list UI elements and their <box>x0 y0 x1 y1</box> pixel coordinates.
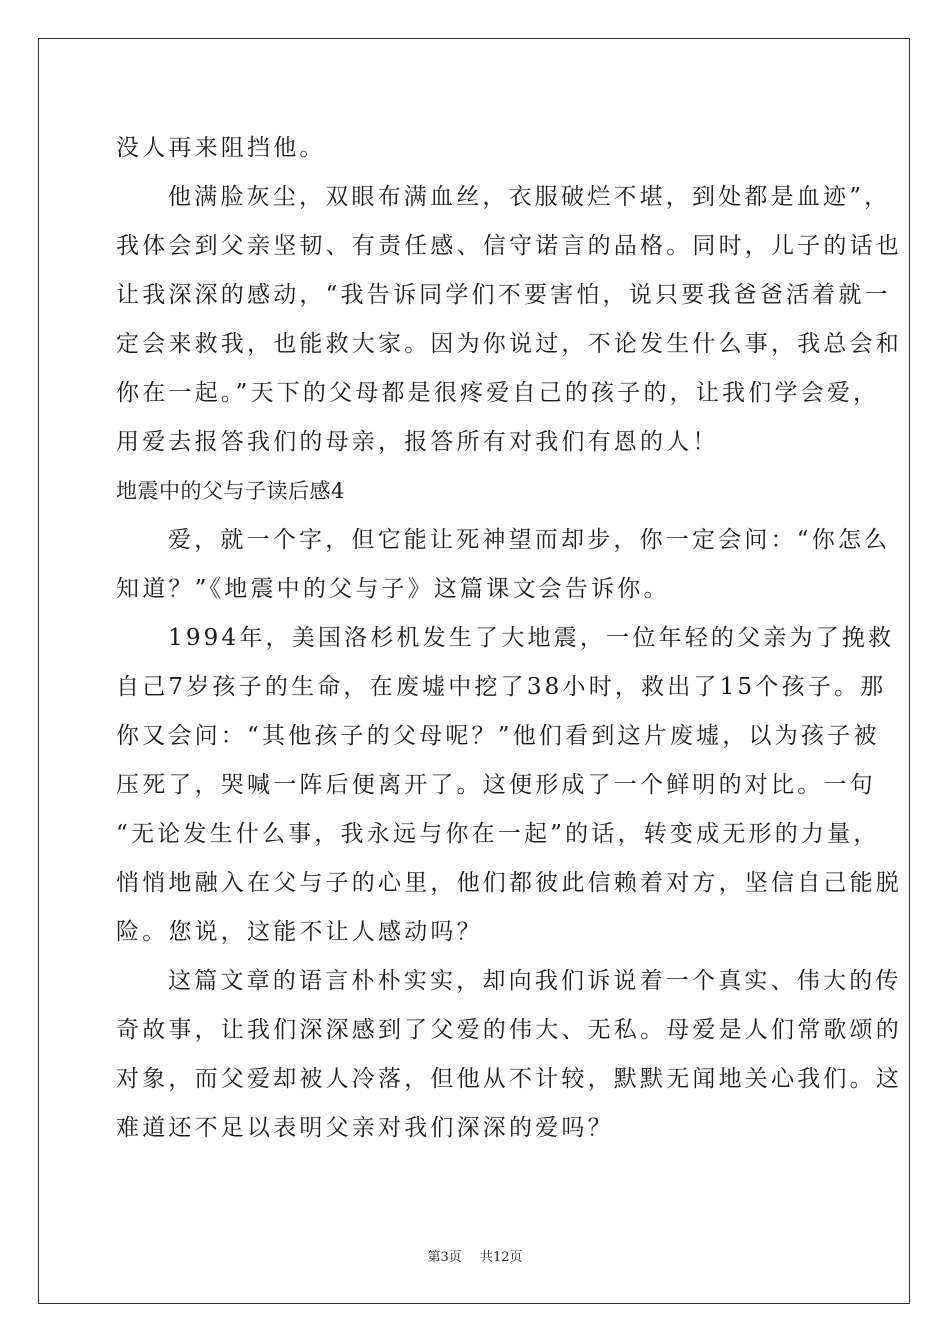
text-line: 用爱去报答我们的母亲，报答所有对我们有恩的人！ <box>116 429 719 455</box>
paragraph <box>116 516 891 614</box>
paragraph <box>116 957 902 1153</box>
text-line: 险。您说，这能不让人感动吗？ <box>116 919 483 945</box>
text-line: 自己7岁孩子的生命，在废墟中挖了38小时，救出了15个孩子。那 <box>116 674 887 700</box>
text-line: 没人再来阻挡他。 <box>116 135 326 161</box>
text-line: 知道？”《地震中的父与子》这篇课文会告诉你。 <box>116 576 670 602</box>
text-line: 定会来救我，也能救大家。因为你说过，不论发生什么事，我总会和 <box>116 331 902 357</box>
document-body <box>116 124 902 1153</box>
page-number: 第3页 <box>427 1250 462 1265</box>
page-footer <box>0 1246 950 1265</box>
text-line: 1994年，美国洛杉机发生了大地震，一位年轻的父亲为了挽救 <box>168 625 895 651</box>
text-line: 压死了，哭喊一阵后便离开了。这便形成了一个鲜明的对比。一句 <box>116 772 876 798</box>
text-line: 我体会到父亲坚韧、有责任感、信守诺言的品格。同时，儿子的话也 <box>116 233 902 259</box>
paragraph <box>116 173 902 467</box>
text-line: 他满脸灰尘，双眼布满血丝，衣服破烂不堪，到处都是血迹”， <box>168 184 891 210</box>
text-line: 悄悄地融入在父与子的心里，他们都彼此信赖着对方，坚信自己能脱 <box>116 870 902 896</box>
text-line: “无论发生什么事，我永远与你在一起”的话，转变成无形的力量， <box>116 821 880 847</box>
text-line: 你在一起。”天下的父母都是很疼爱自己的孩子的，让我们学会爱， <box>116 380 880 406</box>
text-line: 你又会问：“其他孩子的父母呢？”他们看到这片废墟，以为孩子被 <box>116 723 880 749</box>
text-line: 奇故事，让我们深深感到了父爱的伟大、无私。母爱是人们常歌颂的 <box>116 1017 902 1043</box>
text-line: 这篇文章的语言朴朴实实，却向我们诉说着一个真实、伟大的传 <box>168 968 902 994</box>
paragraph <box>116 124 836 173</box>
page-total: 共12页 <box>479 1250 523 1265</box>
text-line: 难道还不足以表明父亲对我们深深的爱吗？ <box>116 1115 614 1141</box>
section-title: 地震中的父与子读后感4 <box>116 479 345 503</box>
text-line: 让我深深的感动，“我告诉同学们不要害怕，说只要我爸爸活着就一 <box>116 282 891 308</box>
paragraph <box>116 614 902 957</box>
text-line: 爱，就一个字，但它能让死神望而却步，你一定会问：“你怎么 <box>168 527 891 553</box>
section-heading <box>116 467 836 516</box>
text-line: 对象，而父爱却被人冷落，但他从不计较，默默无闻地关心我们。这 <box>116 1066 902 1092</box>
